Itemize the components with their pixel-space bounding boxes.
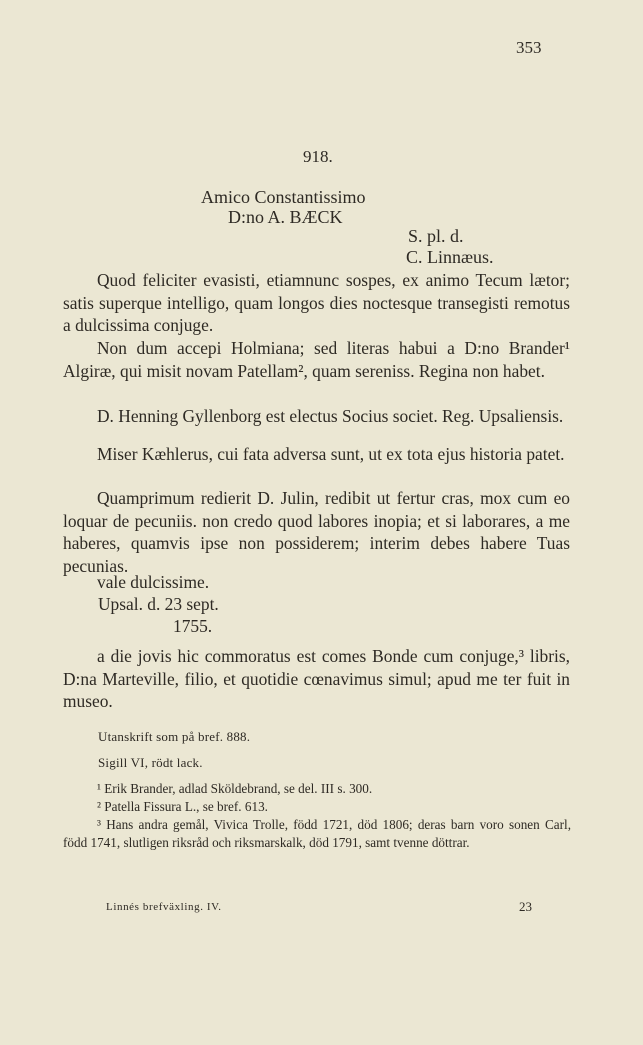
footnote-1: ¹ Erik Brander, adlad Sköldebrand, se del. III s. 300. xyxy=(97,781,373,796)
note-address: Utanskrift som på bref. 888. xyxy=(98,729,251,744)
note-seal: Sigill VI, rödt lack. xyxy=(98,755,203,770)
date-line: Upsal. d. 23 sept. xyxy=(98,594,219,614)
footnote-2: ² Patella Fissura L., se bref. 613. xyxy=(97,799,268,814)
salutation: S. pl. d. xyxy=(408,226,464,246)
paragraph-4: Miser Kæhlerus, cui fata adversa sunt, ut ex tota ejus historia patet. xyxy=(97,444,565,464)
footer-signature: 23 xyxy=(519,899,532,914)
address-line-1: Amico Constantissimo xyxy=(201,187,366,207)
letter-number: 918. xyxy=(303,147,333,166)
paragraph-6: vale dulcissime. xyxy=(97,572,210,592)
paragraph-5: Quamprimum redierit D. Julin, redibit ut fertur cras, mox cum eo loquar de pecuniis. non credo quod labores inopia; et si laborares, a me haberes, quamvis ipse non possiderem; interim debes habere Tuas pecunias. xyxy=(63,488,570,576)
paragraph-1: Quod feliciter evasisti, etiamnunc sospes, ex animo Tecum lætor; satis superque intelligo, quam longos dies noctesque transegisti remotus a dulcissima conjuge. xyxy=(63,270,570,335)
date-year: 1755. xyxy=(173,616,213,636)
page-number: 353 xyxy=(516,38,542,57)
paragraph-2: Non dum accepi Holmiana; sed literas habui a D:no Brander¹ Algiræ, qui misit novam Patellam², quam sereniss. Regina non habet. xyxy=(63,338,570,381)
signer: C. Linnæus. xyxy=(406,247,494,267)
paragraph-7: a die jovis hic commoratus est comes Bonde cum conjuge,³ libris, D:na Marteville, filio, et quotidie cœnavimus simul; apud me ter fuit in museo. xyxy=(63,646,570,711)
address-line-2: D:no A. BÆCK xyxy=(228,207,343,227)
paragraph-3: D. Henning Gyllenborg est electus Socius societ. Reg. Upsaliensis. xyxy=(97,406,564,426)
footer-title: Linnés brefväxling. IV. xyxy=(106,901,222,913)
footnote-3: ³ Hans andra gemål, Vivica Trolle, född 1721, död 1806; deras barn voro sonen Carl, född 1741, slutligen riksråd och riksmarskalk, död 1791, samt tvenne döttrar. xyxy=(63,817,571,850)
